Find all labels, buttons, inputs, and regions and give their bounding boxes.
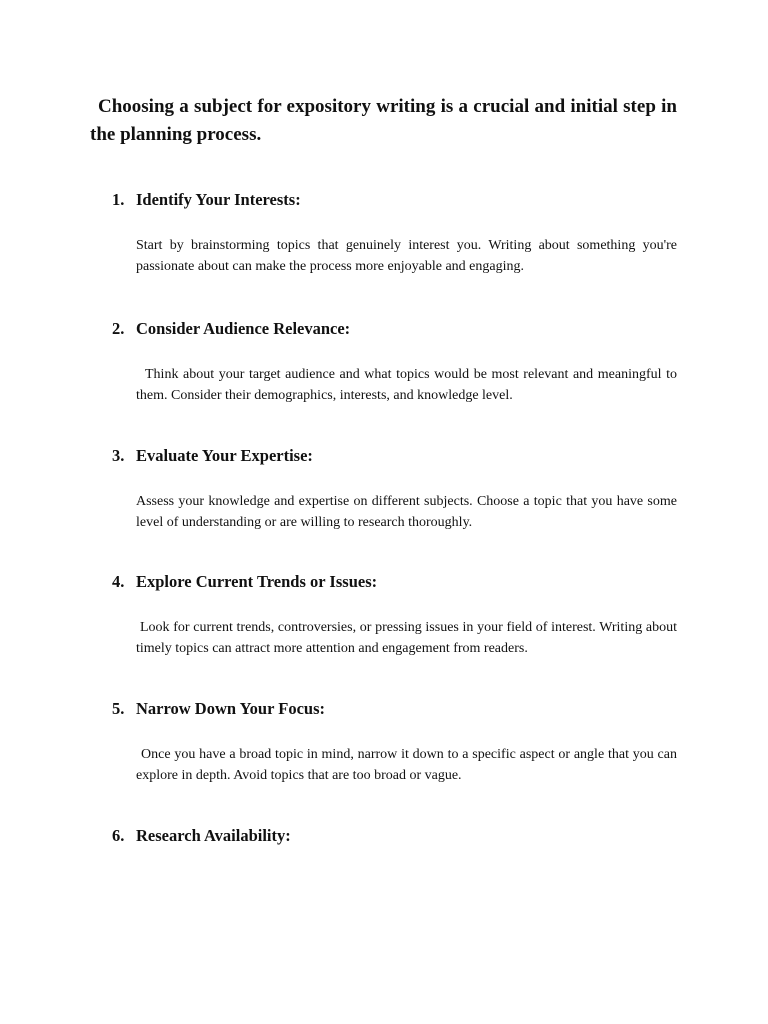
item-heading — [112, 319, 677, 339]
item-body: Think about your target audience and what topics would be most relevant and meaningful to them. Consider their demographics, interests, and knowledge level. — [136, 367, 677, 403]
item-body: Start by brainstorming topics that genuinely interest you. Writing about something you're passionate about can make the process more enjoyable and engaging. — [136, 238, 677, 274]
item-title: Consider Audience Relevance: — [136, 319, 351, 338]
item-title: Research Availability: — [136, 826, 291, 845]
item-body: Look for current trends, controversies, or pressing issues in your field of interest. Writing about timely topics can attract more attention and engagement from readers. — [136, 620, 677, 656]
item-heading — [112, 826, 677, 846]
item-heading — [112, 572, 677, 592]
list-item-audience-relevance — [112, 319, 677, 406]
item-number: 1. — [112, 190, 125, 209]
item-title: Explore Current Trends or Issues: — [136, 572, 378, 591]
list-item-current-trends — [112, 572, 677, 659]
item-heading — [112, 446, 677, 466]
list-item-narrow-focus — [112, 699, 677, 786]
item-body: Assess your knowledge and expertise on different subjects. Choose a topic that you have some level of understanding or are willing to research thoroughly. — [136, 494, 677, 530]
item-number: 2. — [112, 319, 125, 338]
list-item-evaluate-expertise — [112, 446, 677, 533]
list-item-research-availability — [112, 826, 677, 846]
item-title: Narrow Down Your Focus: — [136, 699, 325, 718]
item-heading — [112, 699, 677, 719]
item-number: 4. — [112, 572, 125, 591]
item-number: 6. — [112, 826, 125, 845]
item-heading — [112, 190, 677, 210]
list-item-identify-interests — [112, 190, 677, 277]
document-title: Choosing a subject for expository writing is a crucial and initial step in the planning process. — [90, 96, 677, 145]
item-number: 3. — [112, 446, 125, 465]
item-body: Once you have a broad topic in mind, narrow it down to a specific aspect or angle that you can explore in depth. Avoid topics that are too broad or vague. — [136, 747, 677, 783]
item-title: Identify Your Interests: — [136, 190, 301, 209]
item-title: Evaluate Your Expertise: — [136, 446, 313, 465]
item-number: 5. — [112, 699, 125, 718]
